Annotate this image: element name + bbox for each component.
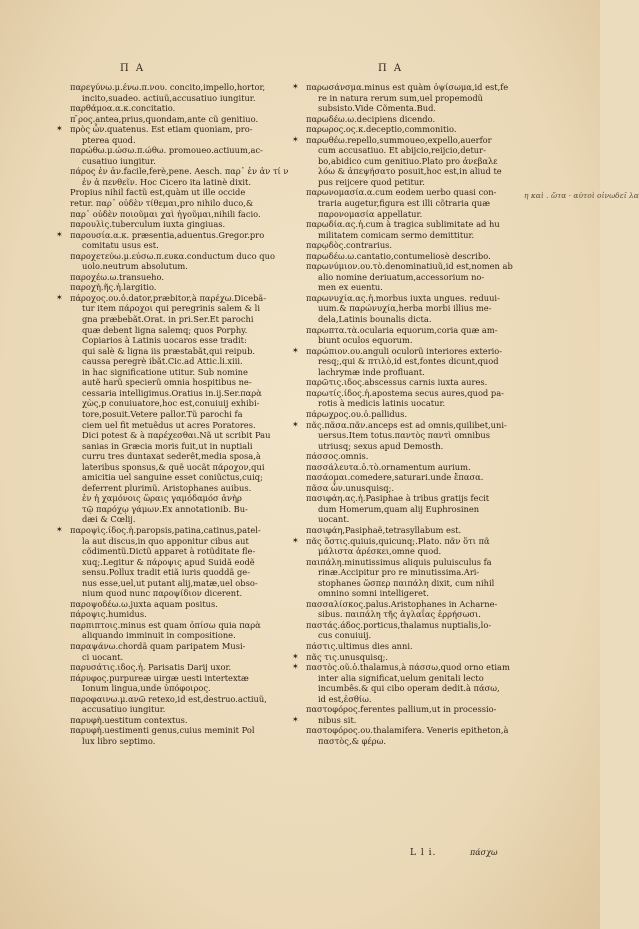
text-line-content: πασσάλευτα.ὁ.τὸ.ornamentum aurium.: [306, 461, 471, 472]
text-line: [70, 177, 302, 188]
text-line: [292, 651, 521, 663]
text-line-content: omnino somni intelligeret.: [318, 588, 429, 599]
text-line: [306, 578, 521, 589]
text-line: [70, 599, 302, 610]
asterisk-marker-icon: ✶: [292, 651, 299, 661]
text-line: [306, 303, 521, 314]
text-line-content: uolo.neutrum absolutum.: [82, 261, 188, 272]
text-line-content: men ex euentu.: [318, 282, 383, 293]
text-line: [306, 462, 521, 473]
text-line-content: pterea quod.: [82, 134, 136, 145]
text-line: [70, 567, 302, 578]
left-column: [56, 82, 302, 746]
text-line: [70, 493, 302, 504]
text-line-content: πᾶς τις.unusquisq;.: [306, 651, 389, 662]
text-line: [70, 198, 302, 209]
text-line-content: πάρωχρος.ου.ὁ.pallidus.: [306, 408, 407, 419]
text-line: [70, 620, 302, 631]
text-line: [70, 462, 302, 473]
text-line-content: παρωνομασία.α.cum eodem uerbo quasi con-: [306, 187, 497, 198]
text-line: [70, 588, 302, 599]
text-line-content: cõdimentũ.Dictũ apparet à rotũditate fle-: [82, 546, 256, 557]
text-line-content: inter alia significat,uelum genitali lecto: [318, 672, 484, 683]
text-line: [70, 240, 302, 251]
text-line: [70, 652, 302, 663]
text-line: [70, 673, 302, 684]
text-line: [70, 367, 302, 378]
text-line: [306, 282, 521, 293]
text-line: [306, 725, 521, 736]
text-line-content: πάσσος.omnis.: [306, 451, 369, 462]
page-header-left: Π Α: [120, 63, 146, 74]
text-line-content: Dici potest & à παρέχεσθαι.Nã ut scribit Pau: [82, 430, 271, 441]
text-line-content: in hac significatione utitur. Sub nomine: [82, 366, 248, 377]
text-line-content: παρωδέω.ω.cantatio,contumeliosè describo.: [306, 250, 491, 261]
text-line-content: π ̄ρος.antea,prius,quondam,ante cũ genitiuo.: [70, 113, 259, 124]
text-line: [70, 546, 302, 557]
text-line: [306, 630, 521, 641]
text-line-content: παστοφόρος.ferentes pallium,ut in processio-: [306, 704, 497, 715]
text-line: [306, 187, 521, 198]
text-line-content: ciem uel fit metuêdus ut acres Poratores.: [82, 419, 256, 430]
text-line: [70, 166, 302, 177]
text-line-content: πᾶς.πᾶσα.πᾶν.anceps est ad omnis,quilibet,uni-: [306, 419, 507, 430]
text-line-content: id est,ἐσθίω.: [318, 693, 372, 704]
text-line: [306, 504, 521, 515]
text-line-content: μάλιστα ἀρέσκει,omne quod.: [318, 546, 442, 557]
text-line-content: παρωνύμιον.ου.τὸ.denominatiuũ,id est,nomen ab: [306, 261, 513, 272]
text-line-content: παρεγύνω.μ.ένω.π.νου. concito,impello,hortor,: [70, 82, 266, 92]
text-line: [306, 567, 521, 578]
text-line: [306, 156, 521, 167]
text-line-content: παροψοδέω.ω.juxta aquam positus.: [70, 598, 218, 609]
text-line-content: παροχέω.ω.transueho.: [70, 271, 164, 282]
text-line: [306, 557, 521, 568]
text-line: [70, 251, 302, 262]
text-line: [306, 398, 521, 409]
text-line: [70, 314, 302, 325]
text-line: [306, 609, 521, 620]
text-line-content: tore,posuit.Vetere pallor.Tũ parochi fa: [82, 408, 243, 419]
text-line: [70, 145, 302, 156]
text-line-content: militatem comicam sermo demittitur.: [318, 229, 475, 240]
text-line-content: παραψάνω.chordã quam paripatem Musi-: [70, 640, 246, 651]
text-line-content: παρώθω.μ.ώσω.π.ώθω. promoueo.actiuum,ac-: [70, 145, 263, 156]
text-line-content: qui salè & ligna iis præstabãt,qui reipub.: [82, 345, 256, 356]
text-line: [306, 209, 521, 220]
text-line: [292, 82, 521, 93]
text-line: [70, 135, 302, 146]
text-line-content: rinæ.Accipitur pro re minutissima.Ari-: [318, 567, 480, 578]
text-line: [292, 662, 521, 673]
text-line-content: incumbês.& qui cibo operam dedit.à πάσω,: [318, 683, 500, 694]
text-line: [306, 472, 521, 483]
text-line: [292, 714, 521, 726]
text-line-content: πασάομαι.comedere,saturari.unde ἔπασα.: [306, 472, 484, 483]
text-line: [70, 335, 302, 346]
text-line-content: nium quod nunc παροψίδιον dicerent.: [82, 588, 243, 599]
text-line: [70, 114, 302, 125]
text-line: [70, 609, 302, 620]
text-line-content: παρυσάτις.ιδος.ἡ. Parisatis Darij uxor.: [70, 662, 232, 673]
text-line-content: λόω & ἀπεψήσατο posuit,hoc est,in aliud te: [318, 166, 502, 177]
text-line-content: deferrent plurimũ. Aristophanes auibus.: [82, 482, 252, 493]
text-line: [306, 240, 521, 251]
text-line: [70, 514, 302, 525]
asterisk-marker-icon: ✶: [292, 662, 299, 672]
text-line-content: lateribus sponsus,& quẽ uocãt πάροχον,qui: [82, 461, 265, 472]
text-line-content: re in natura rerum sum,uel propemodũ: [318, 92, 484, 103]
text-line: [70, 209, 302, 220]
text-line: [306, 198, 521, 209]
text-line: [70, 398, 302, 409]
text-line: [306, 293, 521, 304]
text-line: [70, 441, 302, 452]
text-line-content: sanias in Græcia moris fuit,ut in nuptiali: [82, 440, 253, 451]
text-line: [306, 356, 521, 367]
text-line-content: pus reijcere quod petitur.: [318, 176, 425, 187]
text-line: [306, 124, 521, 135]
text-line-content: πάρος ἐν ἀν.facile,ferè,pene. Aesch. παρ᾽ ἐν ἀν τί ν: [70, 166, 289, 177]
text-line: [292, 345, 521, 357]
text-line-content: παρώπιον.ου.anguli oculorũ interiores exterio-: [306, 345, 503, 356]
text-line-content: xuq;.Legitur & πάροψις apud Suidã eodẽ: [82, 556, 255, 567]
text-line: [70, 451, 302, 462]
text-line-content: παρωνυχία.ας.ἡ.morbus iuxta ungues. reduui-: [306, 292, 500, 303]
text-line-content: Copiarios à Latinis uocaros esse tradit:: [82, 335, 247, 346]
text-line: [292, 419, 521, 431]
text-line-content: autẽ harũ specierũ omnia hospitibus ne-: [82, 377, 252, 388]
text-line-content: παρωσάνσμα.minus est quàm ὀψίσωμα,id est,fe: [306, 82, 509, 92]
text-line: [306, 388, 521, 399]
text-line-content: nus esse,uel,ut putant alij,matæ,uel obso-: [82, 577, 258, 588]
asterisk-marker-icon: ✶: [56, 292, 63, 302]
text-line-content: dela,Latinis bounalis dicta.: [318, 314, 432, 325]
text-line: [306, 325, 521, 336]
text-line: [306, 599, 521, 610]
text-line: [70, 557, 302, 568]
text-line-content: Propius nihil factũ est,quàm ut ille occide: [70, 187, 246, 198]
text-line-content: cessaria intelligimus.Oratius in.ij.Ser.παρὰ: [82, 387, 262, 398]
text-line: [70, 662, 302, 673]
text-line-content: caussa peregrè ibãt.Cic.ad Attic.li.xiii.: [82, 356, 243, 367]
text-line-content: dæi & Cœlij.: [82, 514, 136, 525]
text-line-content: παιπάλη.minutissimus aliquis puluisculus fa: [306, 556, 492, 567]
text-line: [306, 251, 521, 262]
text-line-content: παρωδία.ας.ἡ.cum à tragica sublimitate ad hu: [306, 219, 500, 230]
text-line-content: παρθάμοα.α.κ.concitatio.: [70, 103, 176, 114]
text-line-content: παρῳδὸς.contrarius.: [306, 240, 393, 251]
text-line: [56, 229, 302, 241]
text-line: [70, 409, 302, 420]
text-line: [306, 525, 521, 536]
text-line-content: πρὸς ὧν.quatenus. Est etiam quoniam, pro-: [70, 124, 253, 135]
text-line-content: ci uocant.: [82, 651, 124, 662]
text-line: [70, 504, 302, 515]
text-line-content: παρουλὶς.tuberculum iuxta gingiuas.: [70, 219, 226, 230]
text-line-content: traria augetur,figura est illi cõtraria quæ: [318, 198, 491, 209]
text-line: [70, 630, 302, 641]
text-line: [306, 219, 521, 230]
text-line: [306, 588, 521, 599]
text-line: [306, 261, 521, 272]
text-line-content: resq;,qui & πτιλὸ,id est,fontes dicunt,quod: [318, 356, 499, 367]
text-line: [306, 145, 521, 156]
text-line-content: πάροψις.humidus.: [70, 609, 147, 620]
asterisk-marker-icon: ✶: [292, 82, 299, 91]
text-line: [306, 177, 521, 188]
text-line: [70, 704, 302, 715]
text-line: [70, 377, 302, 388]
text-line-content: incito,suadeo. actiuũ,accusatiuo iungitur.: [82, 92, 256, 103]
text-line: [306, 377, 521, 388]
text-line: [306, 736, 521, 747]
text-line: [306, 483, 521, 494]
text-line-content: πασσαλίσκος.palus.Aristophanes in Acharne-: [306, 598, 498, 609]
text-line-content: παρωθέω.repello,summoueo,expello,auerfor: [306, 134, 492, 145]
text-line: [70, 356, 302, 367]
text-line-content: χὼς,p conuiuatore,hoc est,conuiuij exhibi-: [82, 398, 260, 409]
text-line-content: πάστις.ultimus dies anni.: [306, 640, 413, 651]
text-line: [56, 292, 302, 304]
text-line-content: τῷ παρόχῳ γάμων.Ex annotationib. Bu-: [82, 503, 248, 514]
margin-note: η καὶ . ὤτα · αὐτοὶ οἰνωδεῖ λα: [524, 191, 639, 200]
text-line: [306, 514, 521, 525]
page-header-right: Π Α: [378, 63, 404, 74]
text-line-content: παροχετεύω.μ.εύσω.π.ευκα.conductum duco quo: [70, 250, 275, 261]
text-line-content: παρωρος.ος.κ.deceptio,commonitio.: [306, 124, 457, 135]
text-line-content: retur. παρ᾽ οὐδὲν τίθεμαι,pro nihilo duco,&: [70, 198, 254, 209]
text-line-content: παστὸς,& φέρω.: [318, 735, 386, 746]
text-line: [70, 303, 302, 314]
text-line-content: Ionum lingua,unde ὑπόφοιρος.: [82, 683, 211, 694]
text-line: [70, 536, 302, 547]
text-line-content: dum Homerum,quam alij Euphrosinen: [318, 503, 480, 514]
text-line: [306, 103, 521, 114]
text-line-content: tur item πάροχοι qui peregrinis salem & li: [82, 303, 260, 314]
text-line-content: uocant.: [318, 514, 350, 525]
text-line-content: ἐν ἡ χαμόνοις ὥραις γαμόδαμόσ ἀνὴρ: [82, 493, 242, 504]
text-line-content: πάροχος.ου.ὁ.dator,præbitor,à παρέχω.Dicebã-: [70, 292, 267, 303]
text-line-content: amicitia uel sanguine esset coniũctus,cuiq;: [82, 472, 263, 483]
text-line-content: παστοφόρος.ου.thalamifera. Veneris epitheton,à: [306, 725, 509, 736]
text-line-content: sensu.Pollux tradit etiã iuris quoddã ge-: [82, 567, 251, 578]
asterisk-marker-icon: ✶: [292, 345, 299, 355]
text-line: [70, 346, 302, 357]
text-line: [70, 272, 302, 283]
text-line: [306, 620, 521, 631]
text-line: [70, 472, 302, 483]
text-line-content: accusatiuo iungitur.: [82, 704, 166, 715]
text-line: [306, 673, 521, 684]
text-line-content: curru tres duntaxat sederêt,media sposa,à: [82, 451, 261, 462]
text-line: [306, 114, 521, 125]
text-line: [70, 736, 302, 747]
text-line: [70, 578, 302, 589]
text-line: [306, 683, 521, 694]
text-line-content: παρπιπτοις.minus est quam ὀπίσω quia παρὰ: [70, 619, 261, 630]
text-line-content: alio nomine deriuatum,accessorium no-: [318, 271, 485, 282]
text-line-content: παρωπτα.τὰ.ocularia equorum,coria quæ am-: [306, 324, 498, 335]
text-line: [70, 420, 302, 431]
text-line: [70, 715, 302, 726]
text-line: [70, 725, 302, 736]
text-line: [70, 156, 302, 167]
signature-mark: L l i.: [410, 848, 437, 858]
asterisk-marker-icon: ✶: [292, 419, 299, 429]
text-line: [292, 134, 521, 146]
text-line-content: παρυφὴ.uestitum contextus.: [70, 714, 188, 725]
right-column: [292, 82, 521, 746]
text-line-content: cusatiuo iungitur.: [82, 155, 156, 166]
text-line-content: lux libro septimo.: [82, 735, 156, 746]
text-line-content: stophanes ὥσπερ παιπάλη dixit, cum nihil: [318, 577, 495, 588]
text-line-content: cus conuiuij.: [318, 630, 372, 641]
text-line-content: utriusq; sexus apud Demosth.: [318, 440, 444, 451]
text-line-content: biunt oculos equorum.: [318, 335, 413, 346]
text-line-content: πᾶσα ὧν.unusquisq;.: [306, 482, 395, 493]
text-line-content: παροφαινω.μ.ανῶ retexo,id est,destruo.actiuũ,: [70, 693, 267, 704]
text-line-content: lachrymæ inde profluant.: [318, 366, 425, 377]
text-line-content: rotis à medicis latinis uocatur.: [318, 398, 446, 409]
text-line: [306, 166, 521, 177]
text-line-content: παροχὴ.ῆς.ἡ.largitio.: [70, 282, 157, 293]
text-line-content: gna præbebãt.Orat. in pri.Ser.Et parochi: [82, 314, 254, 325]
text-line-content: παρ᾽ οὐδὲν ποιοῦμαι χαὶ ἡγοῦμαι,nihili facio.: [70, 208, 261, 219]
catchword: πάσχω: [470, 848, 498, 857]
text-line: [306, 314, 521, 325]
asterisk-marker-icon: ✶: [56, 124, 63, 134]
text-line: [306, 430, 521, 441]
text-line-content: cum accusatiuo. Et abijcio,reijcio,detur-: [318, 145, 486, 156]
text-line-content: παστάς.άδος.porticus,thalamus nuptialis,lo-: [306, 619, 492, 630]
text-line-content: la aut discus,in quo apponitur cibus aut: [82, 535, 249, 546]
text-line-content: παρωτίς.ίδος.ἡ.apostema secus aures,quod pa-: [306, 387, 504, 398]
text-line: [70, 187, 302, 198]
text-line-content: bo,abidico cum genitiuo.Plato pro ἀνεβαλε: [318, 155, 498, 166]
text-line-content: quæ debent ligna salemq; quos Porphy.: [82, 324, 248, 335]
text-line: [70, 430, 302, 441]
text-line-content: πασιφάη.ας.ἡ.Pasiphae à tribus gratijs fecit: [306, 493, 490, 504]
text-line: [306, 441, 521, 452]
text-line-content: παροψὶς.ίδος.ἡ.paropsis,patina,catinus,patel-: [70, 524, 261, 535]
text-line-content: nibus sit.: [318, 714, 357, 725]
asterisk-marker-icon: ✶: [292, 535, 299, 545]
text-line: [56, 524, 302, 536]
asterisk-marker-icon: ✶: [56, 229, 63, 239]
text-line: [306, 641, 521, 652]
text-line: [70, 103, 302, 114]
text-line: [306, 367, 521, 378]
text-line: [292, 535, 521, 547]
text-line-content: πασιφάη,Pasiphaë,tetrasyllabum est.: [306, 524, 462, 535]
text-line: [70, 282, 302, 293]
text-line: [56, 124, 302, 135]
text-line-content: παρονομασία appellatur.: [318, 208, 423, 219]
asterisk-marker-icon: ✶: [292, 134, 299, 144]
text-line: [306, 546, 521, 557]
text-line-content: παρωδέω.ω.decipiens dicendo.: [306, 113, 436, 124]
text-line: [70, 483, 302, 494]
text-line: [306, 230, 521, 241]
text-line: [70, 388, 302, 399]
text-line: [70, 82, 302, 93]
asterisk-marker-icon: ✶: [56, 524, 63, 534]
text-line: [306, 694, 521, 705]
text-line-content: uersus.Item totus.παντὸς παντὶ omnibus: [318, 430, 490, 441]
text-line: [70, 261, 302, 272]
text-line: [306, 272, 521, 283]
text-line: [70, 694, 302, 705]
text-line: [70, 219, 302, 230]
text-line-content: ἐν ἀ πενθεῖν. Hoc Cicero ita latinè dixit.: [82, 176, 252, 187]
text-line-content: sibus. παιπάλη τῆς ἀγλαΐας ἐρρήσωσι.: [318, 609, 481, 620]
text-line-content: πᾶς ὅστις.quiuis,quicunq;.Plato. πᾶν ὅτι πᾶ: [306, 535, 490, 546]
text-line-content: aliquando imminuit in compositione.: [82, 630, 236, 641]
text-line: [306, 493, 521, 504]
text-line: [306, 451, 521, 462]
text-line-content: παστὸς.οῦ.ὁ.thalamus,à πάσσω,quod orno etiam: [306, 662, 510, 673]
text-line: [306, 93, 521, 104]
text-line: [70, 93, 302, 104]
text-line: [306, 335, 521, 346]
text-line-content: uum.& παρώνυχία,herba morbi illius me-: [318, 303, 492, 314]
text-line: [70, 641, 302, 652]
text-line: [306, 704, 521, 715]
text-line-content: παρυφὴ.uestimenti genus,cuius meminit Pol: [70, 725, 255, 736]
text-line-content: παρουσία.α.κ. præsentia,aduentus.Gregor.pro: [70, 229, 265, 240]
text-line-content: subsisto.Vide Cõmenta.Bud.: [318, 103, 437, 114]
text-line: [306, 409, 521, 420]
asterisk-marker-icon: ✶: [292, 714, 299, 724]
text-line: [70, 683, 302, 694]
text-line-content: πάρυφος.purpureæ uirgæ uesti intertextæ: [70, 672, 249, 683]
text-line-content: comitatu usus est.: [82, 240, 159, 251]
text-line: [70, 325, 302, 336]
text-line-content: παρῶτις.ιδος.abscessus carnis iuxta aures.: [306, 377, 488, 388]
